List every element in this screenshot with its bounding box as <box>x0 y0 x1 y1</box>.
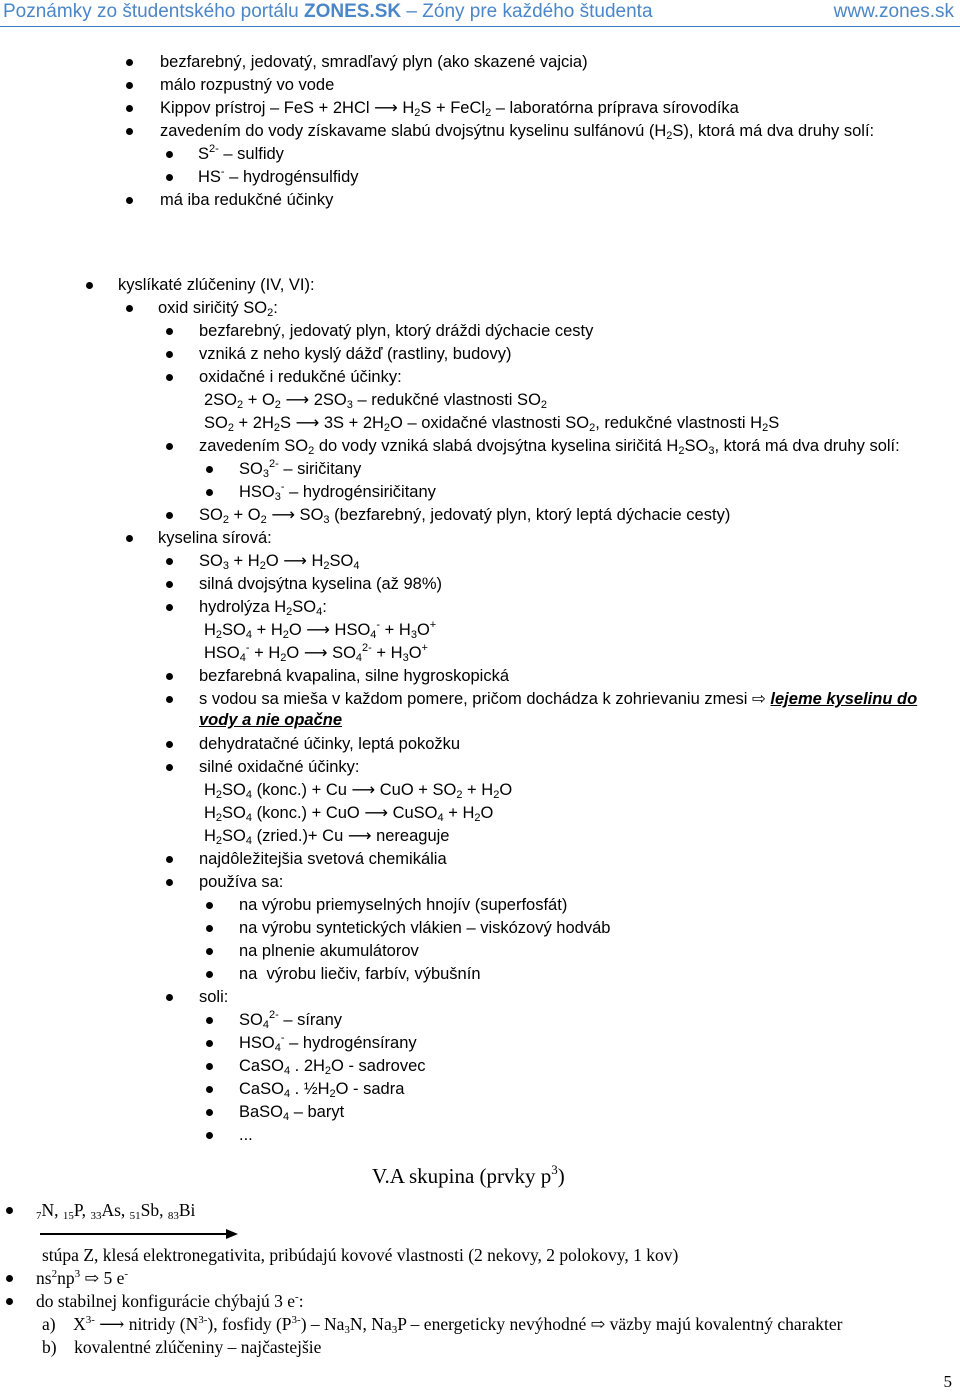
text-line: a) $X^{3-}$ ⟶ nitridy $(N^{3-})$, fosfidy $(P^{3-}) - Na_3N$, $Na_3P$ – energeticky nevýhodné ⇨ väzby majú kovalentný charakter <box>42 1314 843 1336</box>
bullet-icon <box>166 764 173 771</box>
bullet-icon <box>166 558 173 565</box>
bullet-icon <box>126 197 133 204</box>
bullet-icon <box>166 879 173 886</box>
bullet-icon <box>126 305 133 312</box>
header-prefix: Poznámky zo študentského portálu <box>3 1 305 22</box>
text-line: na výrobu syntetických vlákien – viskózový hodváb <box>239 919 611 937</box>
text-line: bezfarebná kvapalina, silne hygroskopická <box>199 667 510 685</box>
text-line: HS- – hydrogénsulfidy <box>198 166 359 186</box>
text-line: $SO_3^{2-}$ – siričitany <box>239 458 362 480</box>
text-line: $HSO_4^-$ – hydrogénsírany <box>239 1032 417 1054</box>
text-line: silné oxidačné účinky: <box>199 758 360 776</box>
text-line: $2SO_2 + O_2$ ⟶ $2SO_3$ – redukčné vlastnosti $SO_2$ <box>204 391 548 411</box>
text-line: BaSO$_4$ – baryt <box>239 1103 345 1123</box>
text-line: $SO_2 + O_2$ ⟶ $SO_3$ (bezfarebný, jedovatý plyn, ktorý leptá dýchacie cesty) <box>199 506 731 526</box>
text-line: $SO_4^{2-}$ – sírany <box>239 1009 343 1031</box>
bullet-icon <box>206 466 213 473</box>
text-line: $ns^2np^3$ ⇨ 5 e- <box>36 1268 129 1288</box>
text-line: Kippov prístroj – FeS + 2HCl ⟶ $H_2S$ + FeCl$_2$ – laboratórna príprava sírovodíka <box>160 99 739 119</box>
text-line: $SO_2 + 2H_2S$ ⟶ $3S + 2H_2O$ – oxidačné vlastnosti $SO_2$, redukčné vlastnosti $H_2S$ <box>204 414 780 434</box>
bullet-icon <box>206 1017 213 1024</box>
text-line: ... <box>239 1126 253 1144</box>
text-line: CaSO$_4$ . $2H_2O$ - sadrovec <box>239 1057 426 1077</box>
text-line: $HSO_3^-$ – hydrogénsiričitany <box>239 481 436 503</box>
bullet-icon <box>86 282 93 289</box>
text-line: oxidačné i redukčné účinky: <box>199 368 402 386</box>
bullet-icon <box>206 925 213 932</box>
header-suffix: – Zóny pre každého študenta <box>401 1 653 22</box>
bullet-icon <box>126 535 133 542</box>
bullet-icon <box>206 1086 213 1093</box>
bullet-icon <box>6 1207 13 1214</box>
page-number: 5 <box>943 1372 952 1391</box>
text-line: $SO_3 + H_2O$ ⟶ $H_2SO_4$ <box>199 552 360 572</box>
trend-arrow-icon <box>40 1227 240 1241</box>
bullet-icon <box>126 82 133 89</box>
bullet-icon <box>6 1298 13 1305</box>
bullet-icon <box>166 374 173 381</box>
header-site-url[interactable]: www.zones.sk <box>833 1 954 22</box>
text-line: CaSO$_4$ . $\frac{1}{2}H_2O$ - sadra <box>239 1080 405 1100</box>
section-heading-sup: 3 <box>551 1162 558 1177</box>
text-line: do stabilnej konfigurácie chýbajú 3 e-: <box>36 1291 304 1311</box>
text-line: zavedením do vody získavame slabú dvojsýtnu kyselinu sulfánovú $(H_2S)$, ktorá má dva druhy solí: <box>160 122 875 142</box>
text-line: používa sa: <box>199 873 284 891</box>
text-line: vody a nie opačne <box>199 711 343 729</box>
section-heading <box>372 1164 565 1189</box>
text-line: hydrolýza $H_2SO_4$: <box>199 598 327 618</box>
text-line: oxid siričitý $SO_2$: <box>158 299 278 319</box>
section-heading-text: V.A skupina (prvky p <box>372 1164 552 1188</box>
header-portal-title <box>3 0 653 24</box>
text-line: najdôležitejšia svetová chemikália <box>199 850 447 868</box>
bullet-icon <box>206 1040 213 1047</box>
page-header <box>0 0 960 27</box>
bullet-icon <box>206 902 213 909</box>
text-line: bezfarebný, jedovatý plyn, ktorý dráždi dýchacie cesty <box>199 322 594 340</box>
bullet-icon <box>166 512 173 519</box>
text-line: má iba redukčné účinky <box>160 191 334 209</box>
text-line: $H_2SO_4 + H_2O$ ⟶ $HSO_4^- + H_3O^+$ <box>204 619 437 641</box>
bullet-icon <box>206 971 213 978</box>
bullet-icon <box>206 1063 213 1070</box>
section-heading-end: ) <box>557 1164 565 1188</box>
text-line: $S^{2-}$ – sulfidy <box>198 143 284 163</box>
text-line: na plnenie akumulátorov <box>239 942 419 960</box>
bullet-icon <box>166 741 173 748</box>
text-line: $HSO_4^- + H_2O$ ⟶ $SO_4^{2-} + H_3O^+$ <box>204 642 428 664</box>
text-line: $_7$N, $_{15}$P, $_{33}$As, $_{51}$Sb, $_{83}$Bi <box>36 1200 196 1222</box>
text-line: b) kovalentné zlúčeniny – najčastejšie <box>42 1337 322 1357</box>
bullet-icon <box>166 351 173 358</box>
bullet-icon <box>166 151 173 158</box>
text-line: $H_2SO_4$ (konc.) + CuO ⟶ CuSO$_4$ + $H_2O$ <box>204 804 494 824</box>
text-line: málo rozpustný vo vode <box>160 76 335 94</box>
text-line: zavedením $SO_2$ do vody vzniká slabá dvojsýtna kyselina siričitá $H_2SO_3$, ktorá má dva druhy solí: <box>199 437 900 457</box>
text-line: $H_2SO_4$ (zried.)+ Cu ⟶ nereaguje <box>204 827 450 847</box>
text-line: na výrobu priemyselných hnojív (superfosfát) <box>239 896 568 914</box>
bullet-icon <box>166 581 173 588</box>
text-line: dehydratačné účinky, leptá pokožku <box>199 735 461 753</box>
header-brand: ZONES.SK <box>304 1 402 22</box>
bullet-icon <box>166 696 173 703</box>
text-line: kyselina sírová: <box>158 529 272 547</box>
bullet-icon <box>126 105 133 112</box>
text-line: soli: <box>199 988 229 1006</box>
text-line: na výrobu liečiv, farbív, výbušnín <box>239 965 481 983</box>
text-line: kyslíkaté zlúčeniny (IV, VI): <box>118 276 315 294</box>
text-line: vzniká z neho kyslý dážď (rastliny, budovy) <box>199 345 512 363</box>
bullet-icon <box>166 673 173 680</box>
bullet-icon <box>166 174 173 181</box>
text-line: $H_2SO_4$ (konc.) + Cu ⟶ CuO + $SO_2 + H_2O$ <box>204 781 513 801</box>
bullet-icon <box>166 856 173 863</box>
text-line: bezfarebný, jedovatý, smradľavý plyn (ako skazené vajcia) <box>160 53 588 71</box>
bullet-icon <box>6 1275 13 1282</box>
text-line: stúpa Z, klesá elektronegativita, pribúdajú kovové vlastnosti (2 nekovy, 2 polokovy, 1 kov) <box>42 1245 679 1265</box>
bullet-icon <box>166 328 173 335</box>
bullet-icon <box>126 59 133 66</box>
bullet-icon <box>166 994 173 1001</box>
bullet-icon <box>206 489 213 496</box>
bullet-icon <box>206 1132 213 1139</box>
bullet-icon <box>206 1109 213 1116</box>
text-line: s vodou sa mieša v každom pomere, pričom dochádza k zohrievaniu zmesi ⇨ lejeme kyselinu do <box>199 690 918 708</box>
bullet-icon <box>166 604 173 611</box>
text-line: silná dvojsýtna kyselina (až 98%) <box>199 575 443 593</box>
bullet-icon <box>126 128 133 135</box>
bullet-icon <box>206 948 213 955</box>
bullet-icon <box>166 443 173 450</box>
